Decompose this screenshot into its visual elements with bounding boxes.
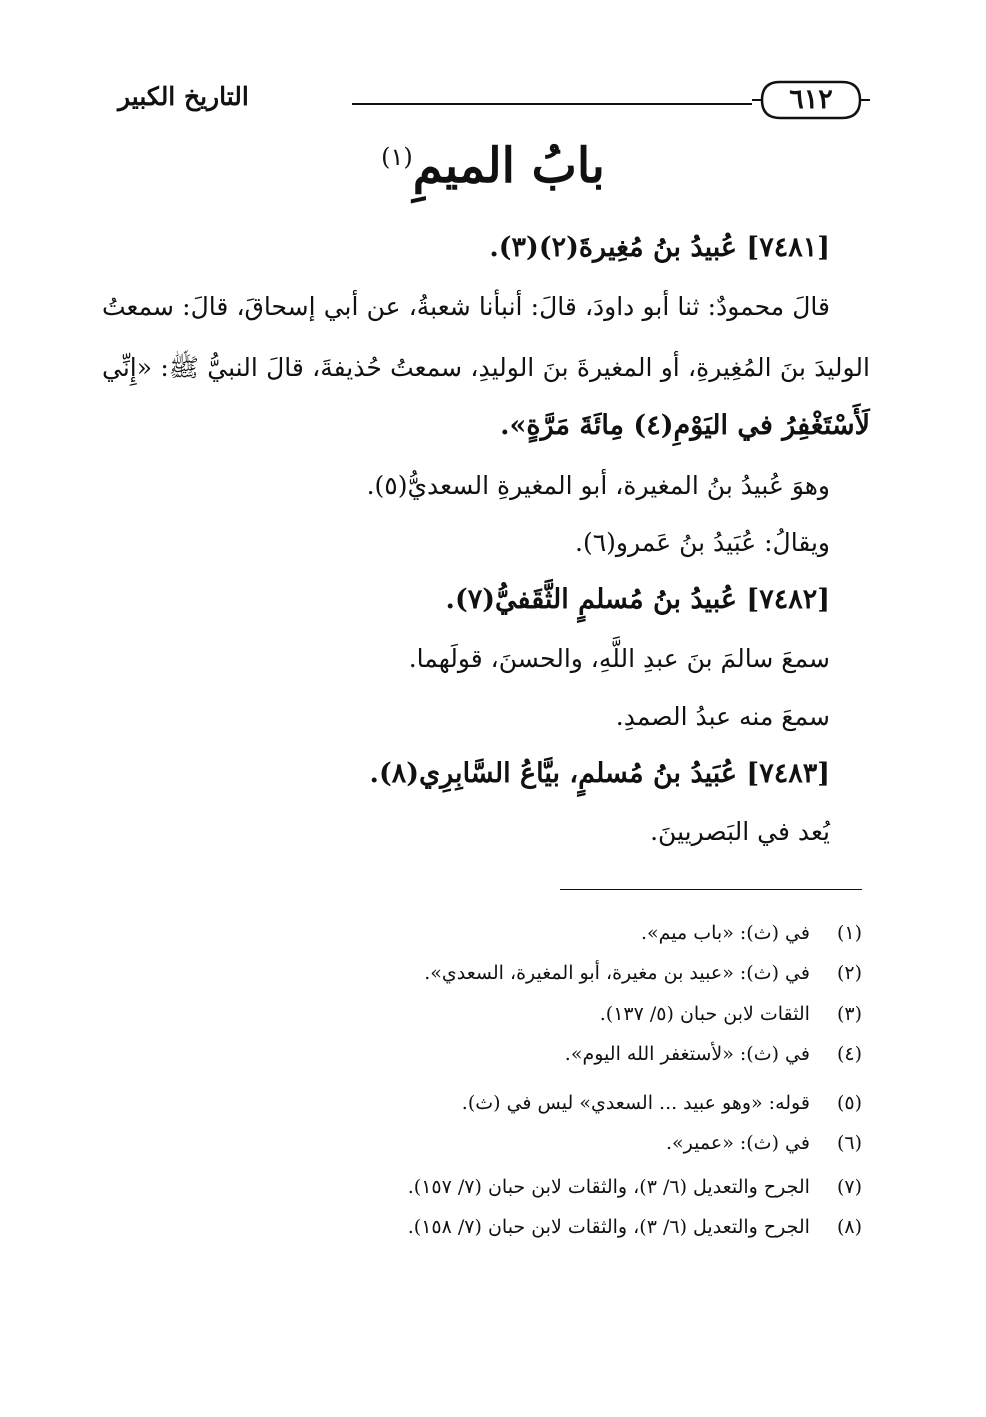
footnote: [102, 1092, 862, 1114]
footnote: [102, 1176, 862, 1198]
footnote-text: في (ث): «باب ميم».: [640, 922, 810, 944]
page-number: ٦١٢: [789, 84, 833, 115]
body-line: سمعَ منه عبدُ الصمدِ.: [615, 702, 830, 731]
footnote-text: في (ث): «لأستغفر الله اليوم».: [564, 1043, 810, 1065]
footnote-number: (٨): [836, 1216, 862, 1238]
body-line: الوليدَ بنَ المُغِيرةِ، أو المغيرةَ بنَ الوليدِ، سمعتُ حُذيفةَ، قالَ النبيُّ ﷺ: «إِنِّي: [102, 353, 870, 382]
footnote-text: الثقات لابن حبان (٥/ ١٣٧).: [599, 1003, 810, 1025]
entry-heading-7482: [٧٤٨٢] عُبيدُ بنُ مُسلمٍ الثَّقَفيُّ(٧).: [445, 584, 830, 615]
chapter-heading: [0, 138, 986, 194]
book-title: التاريخ الكبير: [118, 82, 249, 111]
footnote-number: (٣): [836, 1003, 862, 1025]
chapter-title: بابُ الميمِ: [412, 138, 605, 194]
footnote-text: في (ث): «عبيد بن مغيرة، أبو المغيرة، السعدي».: [424, 962, 810, 984]
entry-heading-7481: [٧٤٨١] عُبيدُ بنُ مُغِيرةَ(٢)(٣).: [489, 232, 830, 263]
footnote-number: (١): [836, 922, 862, 944]
page-number-badge: [752, 78, 870, 122]
body-line: يُعد في البَصريينَ.: [650, 817, 830, 846]
footnote: [102, 922, 862, 944]
header-rule: [352, 103, 752, 105]
footnote-number: (٦): [836, 1132, 862, 1154]
footnote-text: الجرح والتعديل (٦/ ٣)، والثقات لابن حبان (٧/ ١٥٧).: [407, 1176, 810, 1198]
entry-heading-7483: [٧٤٨٣] عُبَيدُ بنُ مُسلمٍ، بيَّاعُ السَّابِرِي(٨).: [369, 758, 830, 789]
footnote-number: (٥): [836, 1092, 862, 1114]
footnote: [102, 1043, 862, 1065]
footnote: [102, 962, 862, 984]
footnote-number: (٢): [836, 962, 862, 984]
body-line: قالَ محمودٌ: ثنا أبو داودَ، قالَ: أنبأنا شعبةُ، عن أبي إسحاقَ، قالَ: سمعتُ: [102, 292, 830, 321]
body-line: ويقالُ: عُبَيدُ بنُ عَمرو(٦).: [575, 528, 830, 557]
body-line: سمعَ سالمَ بنَ عبدِ اللَّهِ، والحسنَ، قولَهما.: [408, 644, 830, 673]
footnote-number: (٤): [836, 1043, 862, 1065]
chapter-footnote-marker: (١): [381, 143, 413, 171]
footnote: [102, 1132, 862, 1154]
footnote-number: (٧): [836, 1176, 862, 1198]
page-header: [100, 78, 870, 128]
footnote-separator: [560, 889, 862, 890]
hadith-text-line: لَأَسْتَغْفِرُ في اليَوْمِ(٤) مِائَةَ مَرَّةٍ».: [500, 410, 870, 441]
footnote: [102, 1003, 862, 1025]
footnote-text: قوله: «وهو عبيد ... السعدي» ليس في (ث).: [461, 1092, 810, 1114]
body-line: وهوَ عُبيدُ بنُ المغيرة، أبو المغيرةِ السعديُّ(٥).: [366, 471, 830, 500]
footnote-text: الجرح والتعديل (٦/ ٣)، والثقات لابن حبان (٧/ ١٥٨).: [407, 1216, 810, 1238]
footnote: [102, 1216, 862, 1238]
footnote-text: في (ث): «عمير».: [666, 1132, 810, 1154]
